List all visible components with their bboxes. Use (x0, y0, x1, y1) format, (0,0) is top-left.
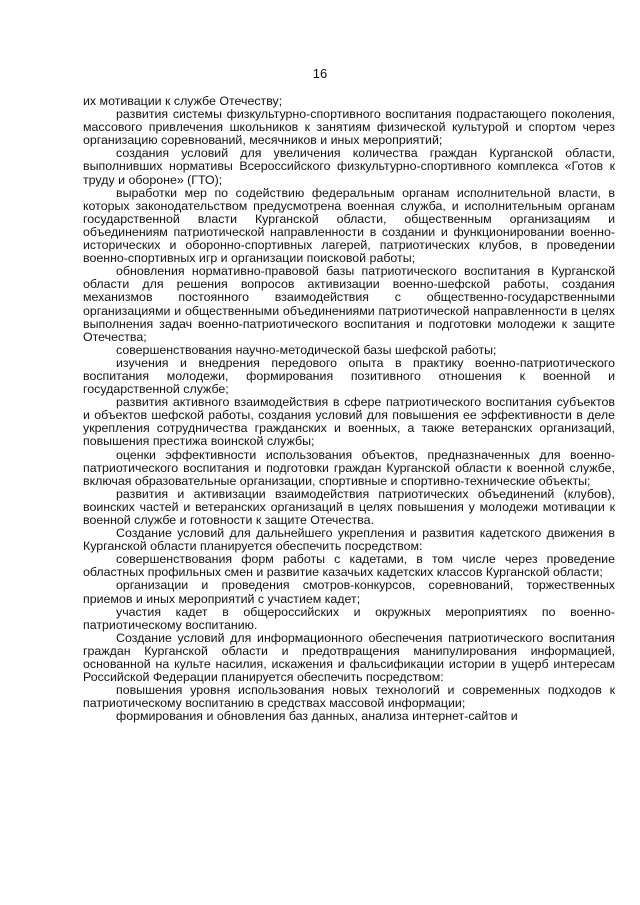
paragraph: обновления нормативно-правовой базы патриотического воспитания в Курганской области для решения вопросов активизации военно-шефской работы, создания механизмов постоянного взаимодействия с общественно-государственными организациями и общественными объединениями патриотической направленности в целях выполнения задач военно-патриотического воспитания и подготовки молодежи к защите Отечества; (83, 264, 615, 344)
paragraph: оценки эффективности использования объектов, предназначенных для военно-патриотического воспитания и подготовки граждан Курганской области к военной службе, включая образовательные организации, спортивные и спортивно-технические объекты; (83, 447, 615, 488)
paragraph: совершенствования форм работы с кадетами, в том числе через проведение областных профильных смен и развитие казачьих кадетских классов Курганской области; (83, 552, 615, 580)
paragraph: развития и активизации взаимодействия патриотических объединений (клубов), воинских частей и ветеранских организаций в целях повышения у молодежи мотивации к военной службе и готовности к защите Отечества. (83, 486, 615, 527)
paragraph: формирования и обновления баз данных, анализа интернет-сайтов и (116, 709, 518, 724)
body-text (83, 95, 615, 724)
paragraph: участия кадет в общероссийских и окружных мероприятиях по военно-патриотическому воспитанию. (83, 604, 615, 632)
paragraph: выработки мер по содействию федеральным органам исполнительной власти, в которых законодательством предусмотрена военная служба, и исполнительным органам государственной власти Курганской области, общественным организациям и объединениям патриотической направленности в создании и функционировании военно-исторических и оборонно-спортивных лагерей, патриотических клубов, в проведении военно-спортивных игр и организации поисковой работы; (83, 185, 615, 266)
paragraph: развития активного взаимодействия в сфере патриотического воспитания субъектов и объектов шефской работы, создания условий для повышения ее эффективности в деле укрепления сотрудничества гражданских и военных, а также ветеранских организаций, повышения престижа воинской службы; (83, 395, 615, 449)
page-number: 16 (312, 66, 328, 81)
paragraph: Создание условий для дальнейшего укрепления и развития кадетского движения в Курганской области планируется обеспечить посредством: (83, 526, 615, 554)
paragraph: развития системы физкультурно-спортивного воспитания подрастающего поколения, массового привлечения школьников к занятиям физической культурой и спортом через организацию соревнований, месячников и иных мероприятий; (83, 107, 615, 148)
paragraph: повышения уровня использования новых технологий и современных подходов к патриотическому воспитанию в средствах массовой информации; (83, 683, 615, 711)
paragraph: создания условий для увеличения количества граждан Курганской области, выполнивших нормативы Всероссийского физкультурно-спортивного комплекса «Готов к труду и обороне» (ГТО); (83, 146, 615, 187)
paragraph: Создание условий для информационного обеспечения патриотического воспитания граждан Курганской области и предотвращения манипулирования информацией, основанной на культе насилия, искажения и фальсификации истории в ущерб интересам Российской Федерации планируется обеспечить посредством: (83, 630, 615, 685)
paragraph: совершенствования научно-методической базы шефской работы; (116, 342, 497, 357)
paragraph: организации и проведения смотров-конкурсов, соревнований, торжественных приемов и иных мероприятий с участием кадет; (83, 578, 615, 606)
paragraph: изучения и внедрения передового опыта в практику военно-патриотического воспитания молодежи, формирования позитивного отношения к военной и государственной службе; (83, 355, 615, 397)
paragraph: их мотивации к службе Отечеству; (83, 94, 283, 108)
